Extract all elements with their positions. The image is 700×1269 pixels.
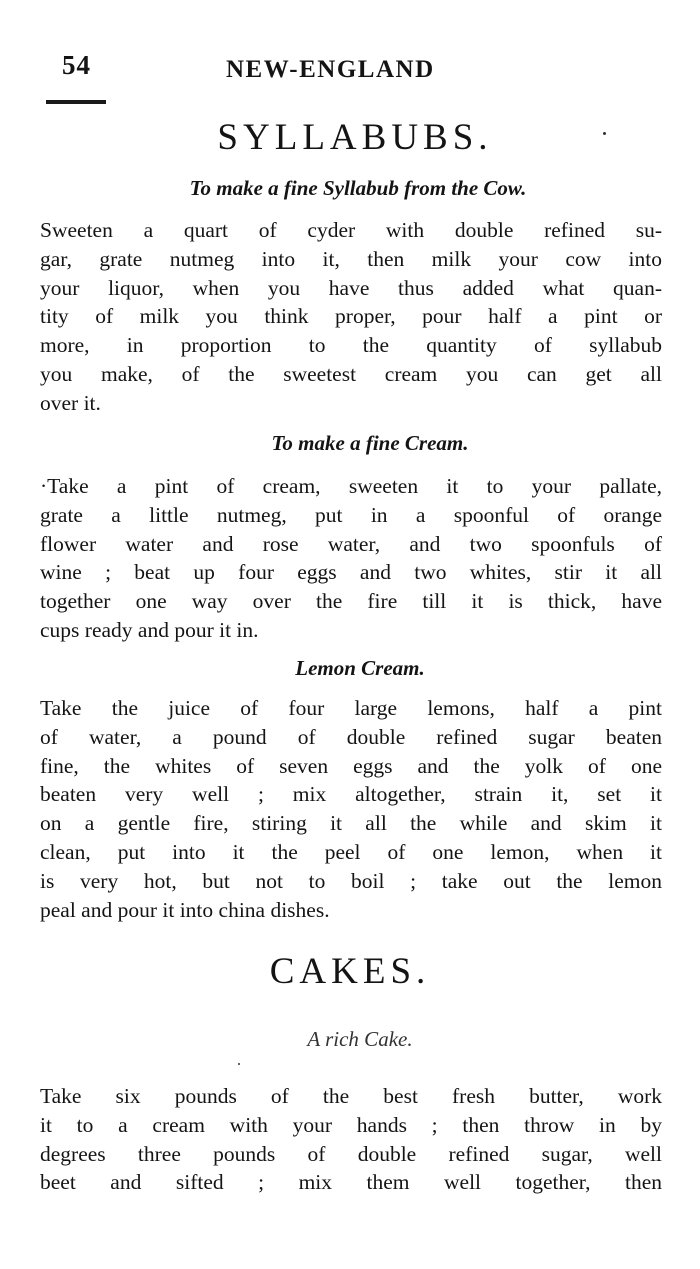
text-line: more, in proportion to the quantity of syllabub xyxy=(40,333,662,358)
text-line: beaten very well ; mix altogether, strain it, set it xyxy=(40,782,662,807)
text-line: cups ready and pour it in. xyxy=(40,617,259,642)
text-line: clean, put into it the peel of one lemon, when it xyxy=(40,839,662,864)
recipe-body-cream xyxy=(40,472,662,645)
text-line: gar, grate nutmeg into it, then milk your cow into xyxy=(40,246,662,271)
text-line: together one way over the fire till it is thick, have xyxy=(40,589,662,614)
section-heading-syllabubs: SYLLABUBS. xyxy=(217,117,493,158)
text-line: on a gentle fire, stiring it all the while and skim it xyxy=(40,811,662,836)
text-line: Take the juice of four large lemons, half a pint xyxy=(40,696,662,720)
text-line: over it. xyxy=(40,390,101,415)
page-number-rule xyxy=(46,100,106,104)
text-line: Take six pounds of the best fresh butter, work xyxy=(40,1084,662,1108)
text-line: ·Take a pint of cream, sweeten it to your pallate, xyxy=(40,474,662,498)
print-speck xyxy=(603,132,606,135)
text-line: fine, the whites of seven eggs and the yolk of one xyxy=(40,753,662,778)
recipe-title-lemon-cream: Lemon Cream. xyxy=(295,656,425,680)
text-line: your liquor, when you have thus added what quan- xyxy=(40,275,662,300)
text-line: peal and pour it into china dishes. xyxy=(40,897,330,922)
text-line: wine ; beat up four eggs and two whites, stir it all xyxy=(40,560,662,585)
text-line: you make, of the sweetest cream you can get all xyxy=(40,361,662,386)
page-number: 54 xyxy=(62,50,91,80)
recipe-body-syllabub xyxy=(40,216,662,418)
section-heading-cakes: CAKES. xyxy=(269,951,431,992)
recipe-body-rich-cake xyxy=(40,1082,662,1197)
running-head: NEW-ENGLAND xyxy=(226,56,435,83)
text-line: flower water and rose water, and two spoonfuls of xyxy=(40,531,662,556)
print-speck xyxy=(238,1063,240,1065)
text-line: tity of milk you think proper, pour half a pint or xyxy=(40,304,662,329)
text-line: beet and sifted ; mix them well together, then xyxy=(40,1170,662,1195)
text-line: grate a little nutmeg, put in a spoonful of orange xyxy=(40,502,662,527)
text-line: is very hot, but not to boil ; take out the lemon xyxy=(40,868,662,893)
text-line: degrees three pounds of double refined sugar, well xyxy=(40,1141,662,1166)
recipe-title-cream: To make a fine Cream. xyxy=(271,431,469,455)
recipe-title-syllabub: To make a fine Syllabub from the Cow. xyxy=(189,176,527,200)
text-line: Sweeten a quart of cyder with double refined su- xyxy=(40,218,662,242)
recipe-body-lemon-cream xyxy=(40,694,662,924)
text-line: of water, a pound of double refined sugar beaten xyxy=(40,724,662,749)
recipe-title-rich-cake: A rich Cake. xyxy=(307,1027,413,1051)
text-line: it to a cream with your hands ; then throw in by xyxy=(40,1112,662,1137)
